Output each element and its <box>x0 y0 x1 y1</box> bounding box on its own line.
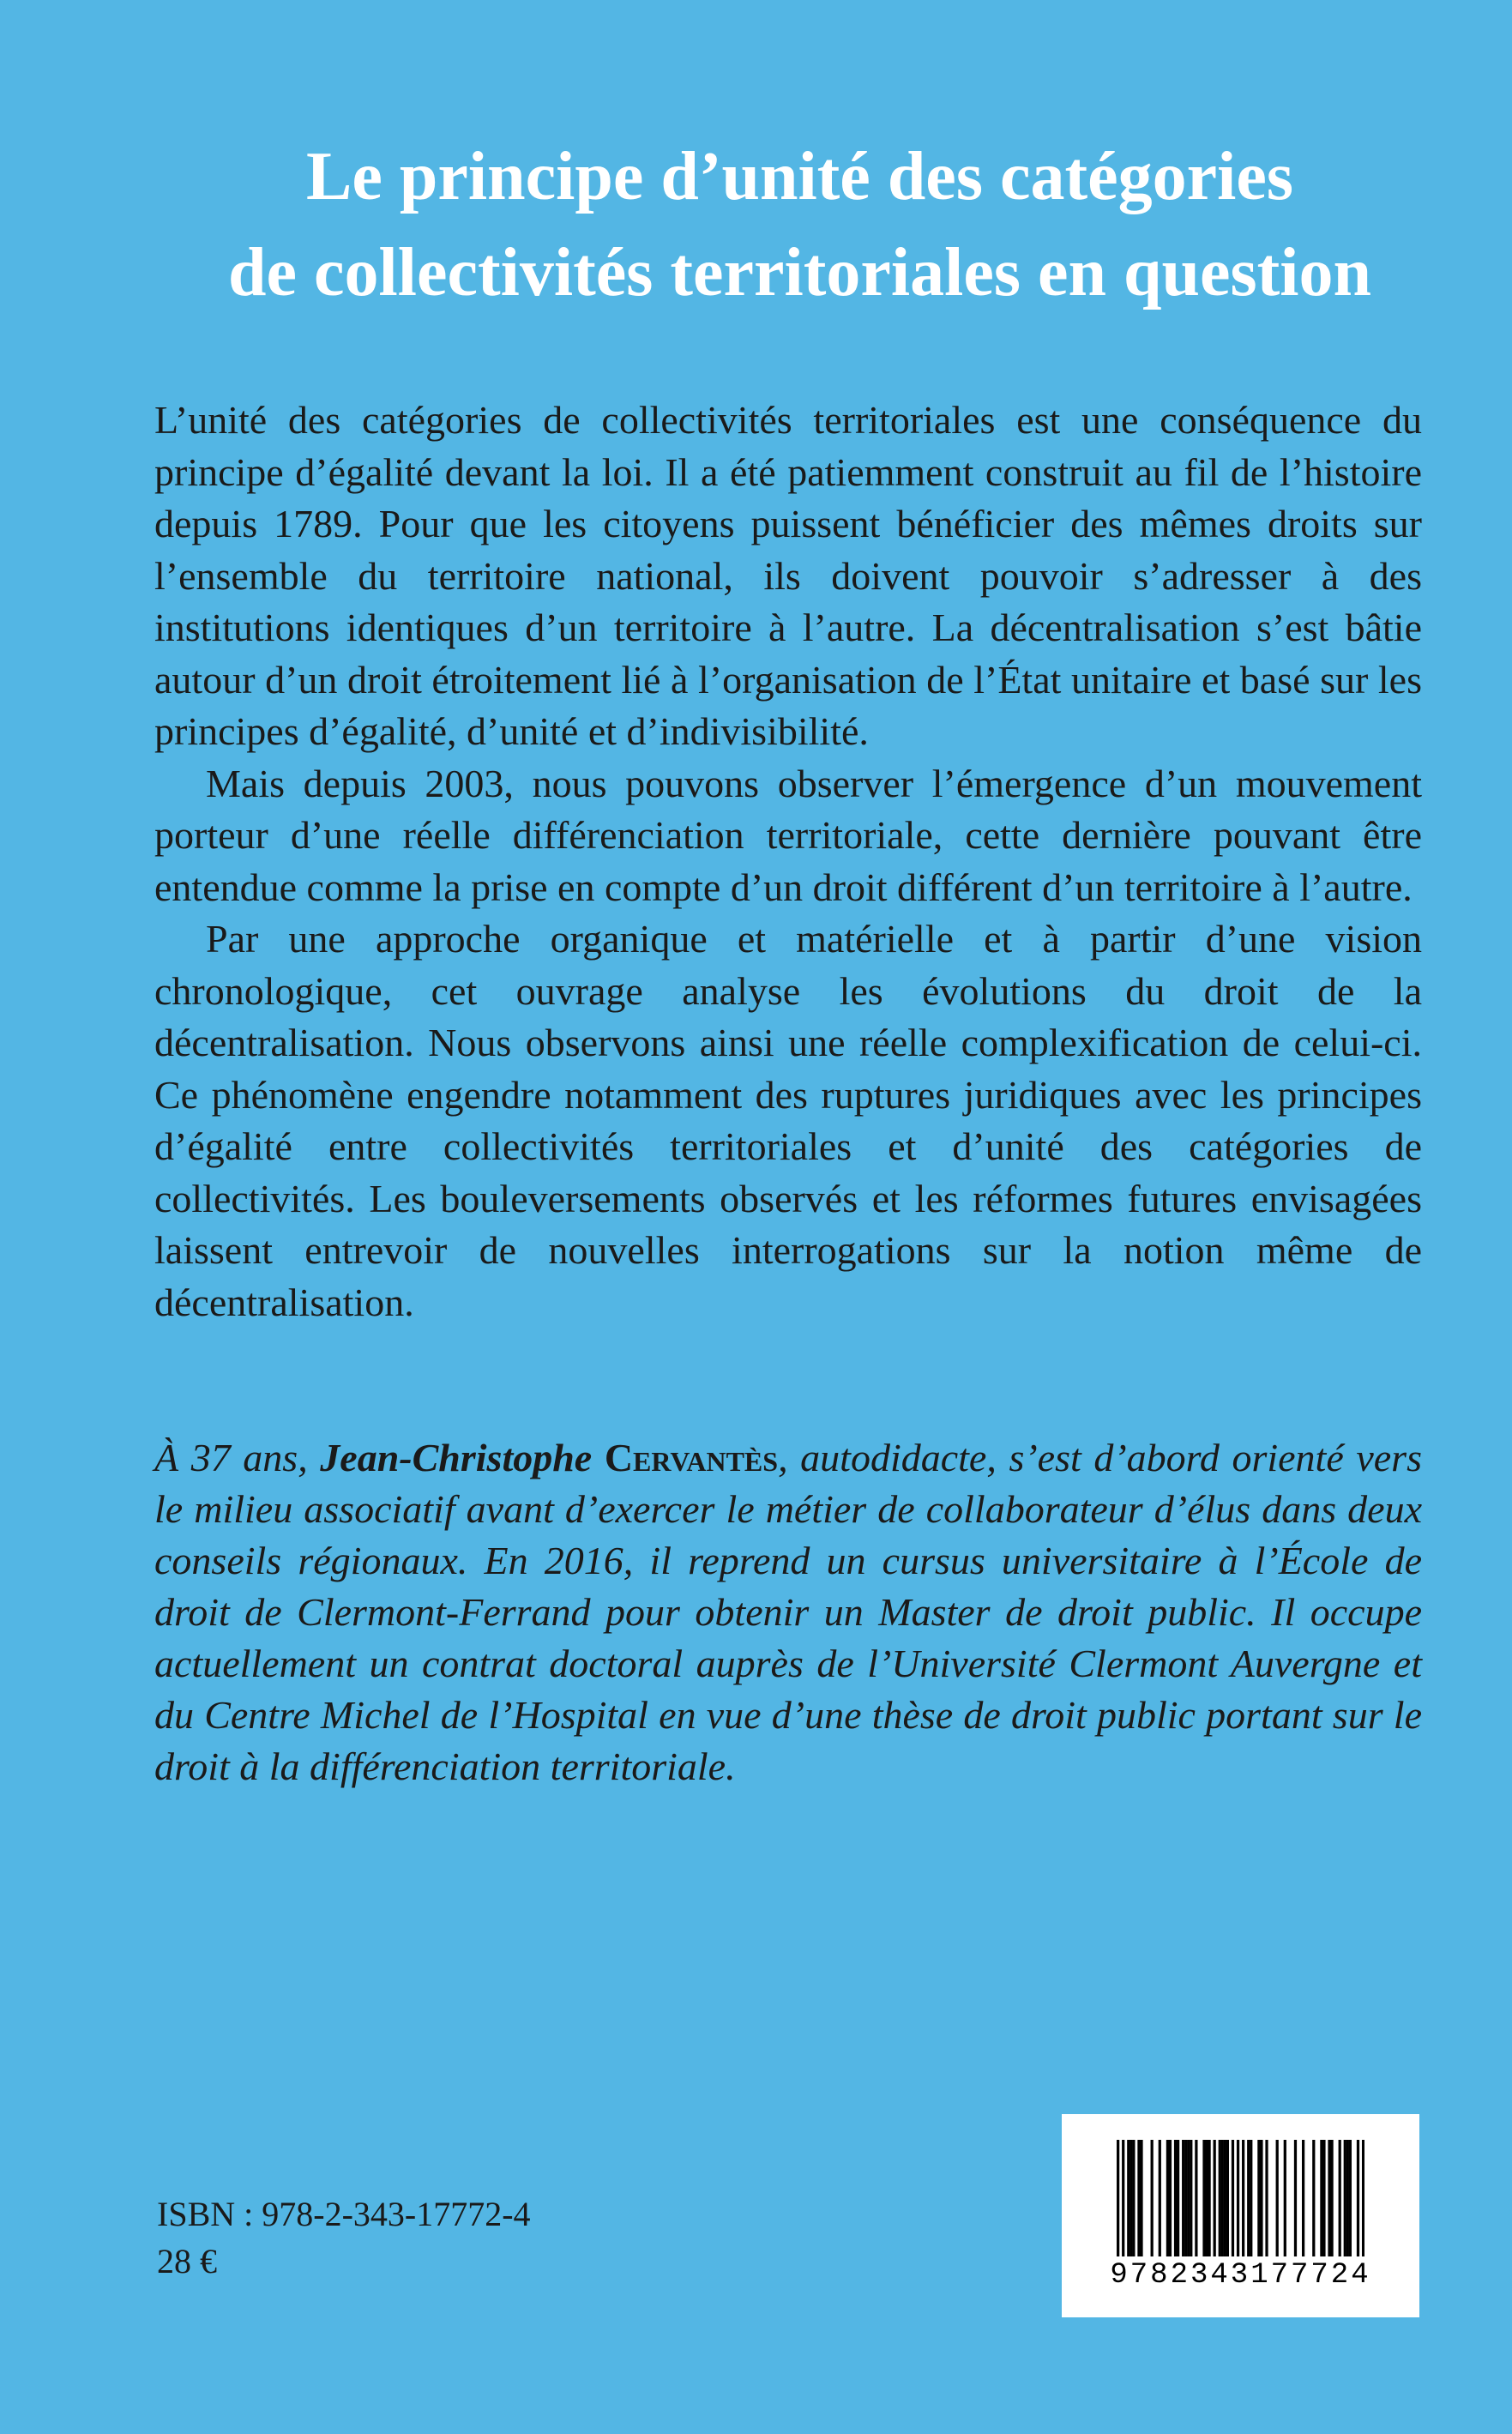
barcode-bar <box>1129 2140 1132 2256</box>
barcode-bar <box>1137 2140 1140 2256</box>
summary-paragraph-1: L’unité des catégories de collectivités territoriales est une conséquence du principe d’égalité devant la loi. Il a été patiemment construit au fil de l’histoire depuis 1789. Pour que les citoyens puissent bénéficier des mêmes droits sur l’ensemble du territoire national, ils doivent pouvoir s’adresser à des institutions identiques d’un territoire à l’autre. La décentralisation s’est bâtie autour d’un droit étroitement lié à l’organisation de l’État unitaire et basé sur les principes d’égalité, d’unité et d’indivisibilité. <box>154 398 1422 753</box>
barcode-bar <box>1346 2140 1349 2256</box>
barcode-bar <box>1276 2140 1279 2256</box>
barcode-bar <box>1257 2140 1260 2256</box>
barcode-bar <box>1224 2140 1226 2256</box>
barcode-bar <box>1349 2140 1352 2256</box>
barcode-bar <box>1237 2140 1239 2256</box>
barcode-bar <box>1339 2140 1341 2256</box>
barcode-bar <box>1242 2140 1244 2256</box>
barcode-bar <box>1187 2140 1190 2256</box>
barcode-bar <box>1159 2140 1161 2256</box>
barcode-bar <box>1169 2140 1172 2256</box>
barcode-bar <box>1219 2140 1221 2256</box>
summary-paragraph-3: Par une approche organique et matérielle et à partir d’une vision chronologique, cet ouvrage analyse les évolutions du droit de la décentralisation. Nous observons ainsi une réelle complexification de celui-ci. Ce phénomène engendre notamment des ruptures juridiques avec les principes d’égalité entre collectivités territoriales et d’unité des catégories de collectivités. Les bouleversements observés et les réformes futures envisagées laissent entrevoir de nouvelles interrogations sur la notion même de décentralisation. <box>154 917 1422 1324</box>
bio-text: , autodidacte, s’est d’abord orienté vers le milieu associatif avant d’exercer le métier de collaborateur d’élus dans deux conseils régionaux. En 2016, il reprend un cursus universitaire à l’École de droit de Clermont-Ferrand pour obtenir un Master de droit public. Il occupe actuellement un contrat doctoral auprès de l’Université Clermont Auvergne et du Centre Michel de l’Hospital en vue d’une thèse de droit public portant sur le droit à la différenciation territoriale. <box>154 1436 1422 1788</box>
bio-prefix: À 37 ans, <box>154 1436 321 1479</box>
barcode-bar <box>1140 2140 1142 2256</box>
barcode-bar <box>1284 2140 1286 2256</box>
barcode-number: 9782343177724 <box>1110 2259 1371 2292</box>
barcode-bar <box>1195 2140 1197 2256</box>
isbn-label: ISBN : 978-2-343-17772-4 <box>157 2195 531 2233</box>
barcode-bar <box>1151 2140 1154 2256</box>
barcode-icon <box>1117 2140 1364 2256</box>
barcode-bar <box>1208 2140 1210 2256</box>
barcode-bar <box>1265 2140 1268 2256</box>
barcode-bar <box>1174 2140 1177 2256</box>
barcode-bar <box>1302 2140 1304 2256</box>
book-summary <box>154 395 1422 1328</box>
barcode-bar <box>1357 2140 1359 2256</box>
barcode-bar <box>1214 2140 1216 2256</box>
title-line-1: Le principe d’unité des catégories <box>306 139 1293 214</box>
barcode-bar <box>1127 2140 1129 2256</box>
barcode-bar <box>1322 2140 1325 2256</box>
barcode-bar <box>1320 2140 1322 2256</box>
barcode-bar <box>1226 2140 1229 2256</box>
barcode-bar <box>1330 2140 1333 2256</box>
barcode-bar <box>1202 2140 1205 2256</box>
barcode-bar <box>1122 2140 1124 2256</box>
book-title <box>86 129 1512 321</box>
author-bio <box>154 1432 1422 1792</box>
barcode-bar <box>1312 2140 1315 2256</box>
author-first-name: Jean-Christophe <box>320 1436 605 1479</box>
barcode-bar <box>1166 2140 1169 2256</box>
barcode-bar <box>1182 2140 1184 2256</box>
barcode-bar <box>1177 2140 1179 2256</box>
barcode-bar <box>1184 2140 1187 2256</box>
author-last-name: Cervantès <box>604 1436 779 1479</box>
price-label: 28 € <box>157 2242 217 2280</box>
barcode-bar <box>1221 2140 1224 2256</box>
barcode-bar <box>1328 2140 1330 2256</box>
barcode-bar <box>1117 2140 1119 2256</box>
summary-paragraph-2: Mais depuis 2003, nous pouvons observer l’émergence d’un mouvement porteur d’une réelle différenciation territoriale, cette dernière pouvant être entendue comme la prise en compte d’un droit différent d’un territoire à l’autre. <box>154 761 1422 909</box>
barcode-bar <box>1190 2140 1192 2256</box>
barcode-bar <box>1294 2140 1297 2256</box>
barcode-bar <box>1247 2140 1250 2256</box>
barcode-bar <box>1260 2140 1262 2256</box>
barcode-bar <box>1250 2140 1252 2256</box>
barcode-bar <box>1132 2140 1135 2256</box>
barcode-bar <box>1362 2140 1364 2256</box>
barcode-bar <box>1232 2140 1234 2256</box>
barcode-bar <box>1205 2140 1208 2256</box>
barcode-panel <box>1062 2114 1419 2317</box>
barcode-bar <box>1344 2140 1346 2256</box>
title-line-2: de collectivités territoriales en question <box>228 235 1371 310</box>
